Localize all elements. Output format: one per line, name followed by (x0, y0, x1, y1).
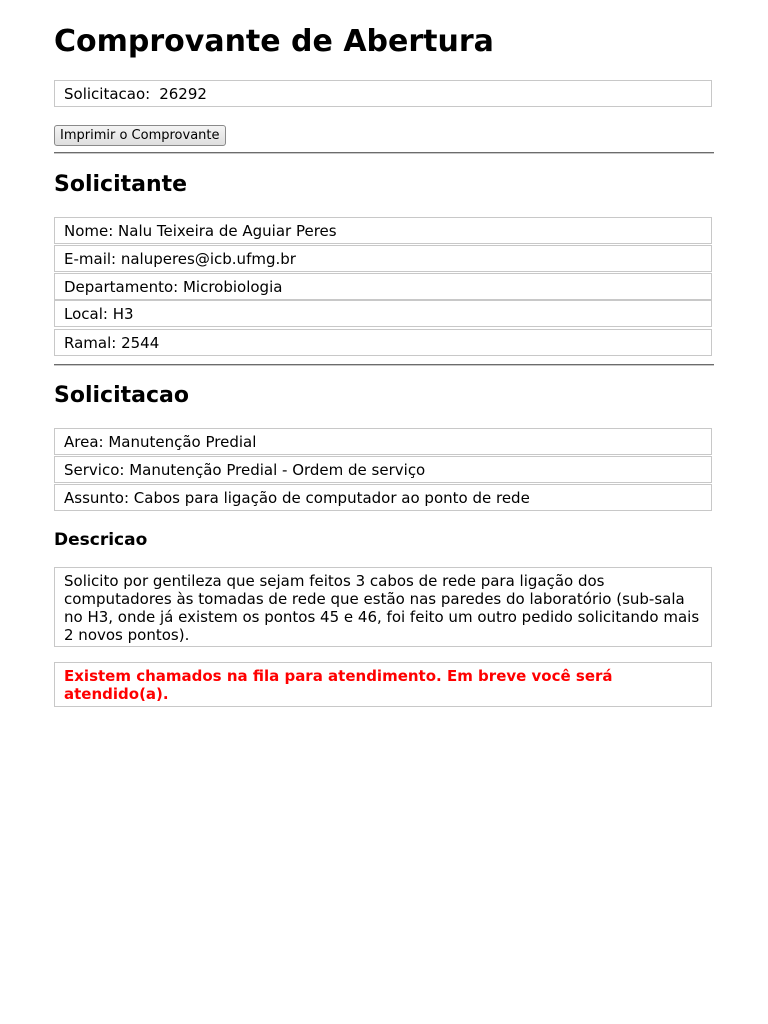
solicitacao-row-area: Area: Manutenção Predial (54, 428, 712, 455)
solicitante-row-ramal: Ramal: 2544 (54, 329, 712, 356)
solicitante-row-email: E-mail: naluperes@icb.ufmg.br (54, 245, 712, 272)
solicitacao-number-label: Solicitacao: (64, 84, 151, 103)
descricao-heading: Descricao (54, 530, 148, 550)
section-heading-solicitante: Solicitante (54, 172, 188, 197)
solicitante-row-departamento: Departamento: Microbiologia (54, 273, 712, 300)
divider (54, 364, 714, 366)
section-heading-solicitacao: Solicitacao (54, 383, 189, 408)
solicitante-row-local: Local: H3 (54, 300, 712, 327)
solicitante-row-nome: Nome: Nalu Teixeira de Aguiar Peres (54, 217, 712, 244)
solicitacao-number-value: 26292 (159, 84, 207, 103)
solicitacao-row-servico: Servico: Manutenção Predial - Ordem de serviço (54, 456, 712, 483)
divider (54, 152, 714, 154)
queue-alert-message: Existem chamados na fila para atendimento. Em breve você será atendido(a). (54, 662, 712, 707)
solicitacao-row-assunto: Assunto: Cabos para ligação de computador ao ponto de rede (54, 484, 712, 511)
print-receipt-button[interactable]: Imprimir o Comprovante (54, 125, 226, 146)
descricao-text: Solicito por gentileza que sejam feitos 3 cabos de rede para ligação dos computadores às tomadas de rede que estão nas paredes do laboratório (sub-sala no H3, onde já existem os pontos 45 e 46, foi feito um outro pedido solicitando mais 2 novos pontos). (54, 567, 712, 647)
solicitacao-number-box (54, 80, 712, 107)
page-title: Comprovante de Abertura (54, 24, 494, 59)
